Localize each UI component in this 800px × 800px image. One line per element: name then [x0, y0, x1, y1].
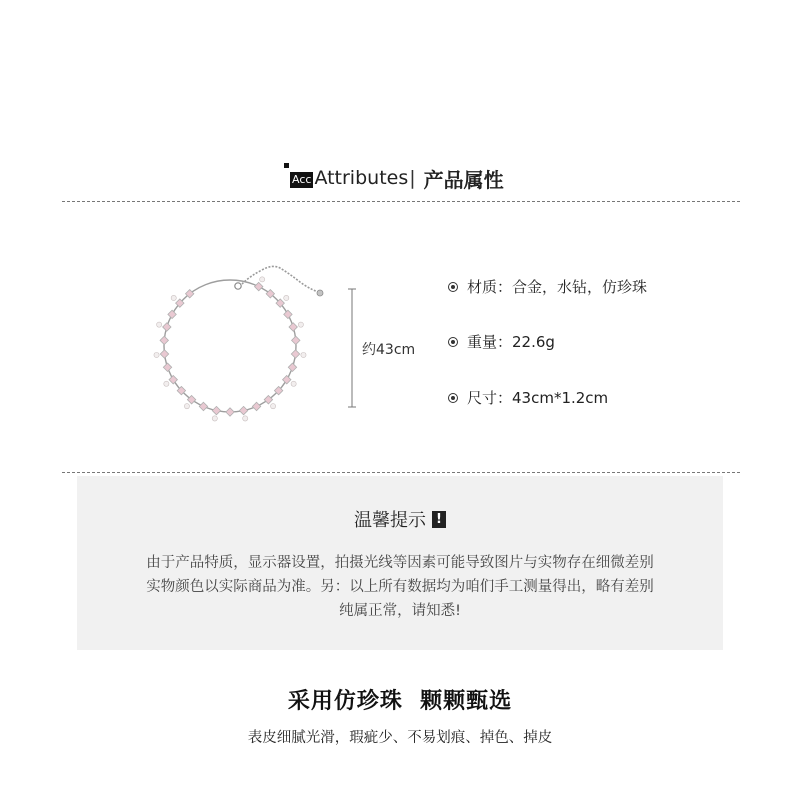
pearl	[298, 322, 303, 327]
pearl	[301, 352, 306, 357]
acc-badge: Acc	[292, 173, 312, 186]
pearl	[164, 381, 169, 386]
bullet-icon	[448, 282, 458, 292]
spec-weight-text: 重量：22.6g	[467, 333, 555, 351]
section-header	[0, 160, 800, 196]
rhinestone	[255, 282, 263, 290]
rhinestone	[291, 350, 299, 358]
title-separator: |	[409, 167, 416, 189]
product-attributes-title: 产品属性	[423, 167, 504, 192]
pearl	[284, 295, 289, 300]
rhinestone	[163, 363, 171, 371]
rhinestone	[252, 402, 260, 410]
pearl	[154, 352, 159, 357]
feature-description: 表皮细腻光滑，瑕疵少、不易划痕、掉色、掉皮	[247, 730, 553, 746]
top-divider	[62, 201, 740, 202]
middle-divider	[62, 472, 740, 473]
rhinestone	[163, 323, 171, 331]
spec-size-text: 尺寸：43cm*1.2cm	[467, 389, 609, 407]
pearl	[291, 381, 296, 386]
pearl	[243, 416, 248, 421]
necklace-image	[150, 256, 340, 436]
pearl	[270, 404, 275, 409]
rhinestone	[226, 408, 234, 416]
rhinestone	[292, 336, 300, 344]
section-header-inner	[285, 160, 504, 196]
notice-line: 由于产品特质，显示器设置，拍摄光线等因素可能导致图片与实物存在细微差别	[146, 555, 654, 571]
pearl	[260, 277, 265, 282]
notice-line: 实物颜色以实际商品为准。另：以上所有数据均为咱们手工测量得出，略有差别	[146, 579, 654, 595]
attributes-title: Attributes	[314, 167, 409, 189]
rhinestone	[283, 375, 291, 383]
rhinestone	[199, 402, 207, 410]
pearl	[184, 404, 189, 409]
warning-icon: !	[432, 511, 446, 528]
rhinestone	[284, 310, 292, 318]
length-label: 约43cm	[362, 342, 416, 358]
rhinestone	[239, 406, 247, 414]
length-measure-line	[345, 288, 359, 408]
rhinestone	[160, 336, 168, 344]
rhinestone	[288, 363, 296, 371]
rhinestone	[289, 323, 297, 331]
spec-material-text: 材质：合金，水钻，仿珍珠	[467, 278, 648, 296]
rhinestone	[160, 350, 168, 358]
spec-material	[448, 276, 647, 297]
bullet-icon	[448, 393, 458, 403]
notice-title-row	[77, 506, 723, 532]
rhinestone	[212, 406, 220, 414]
pearl	[171, 295, 176, 300]
corner-square-icon	[284, 163, 289, 168]
bullet-icon	[448, 337, 458, 347]
spec-size	[448, 387, 608, 408]
notice-text	[97, 551, 703, 623]
pearl	[157, 322, 162, 327]
notice-box	[77, 476, 723, 650]
rhinestone	[169, 375, 177, 383]
feature-title: 采用仿珍珠 颗颗甄选	[287, 689, 513, 714]
spec-weight	[448, 331, 555, 352]
notice-title: 温馨提示	[354, 510, 426, 531]
notice-line: 纯属正常，请知悉!	[339, 603, 461, 619]
rhinestone	[168, 310, 176, 318]
pearl	[212, 416, 217, 421]
